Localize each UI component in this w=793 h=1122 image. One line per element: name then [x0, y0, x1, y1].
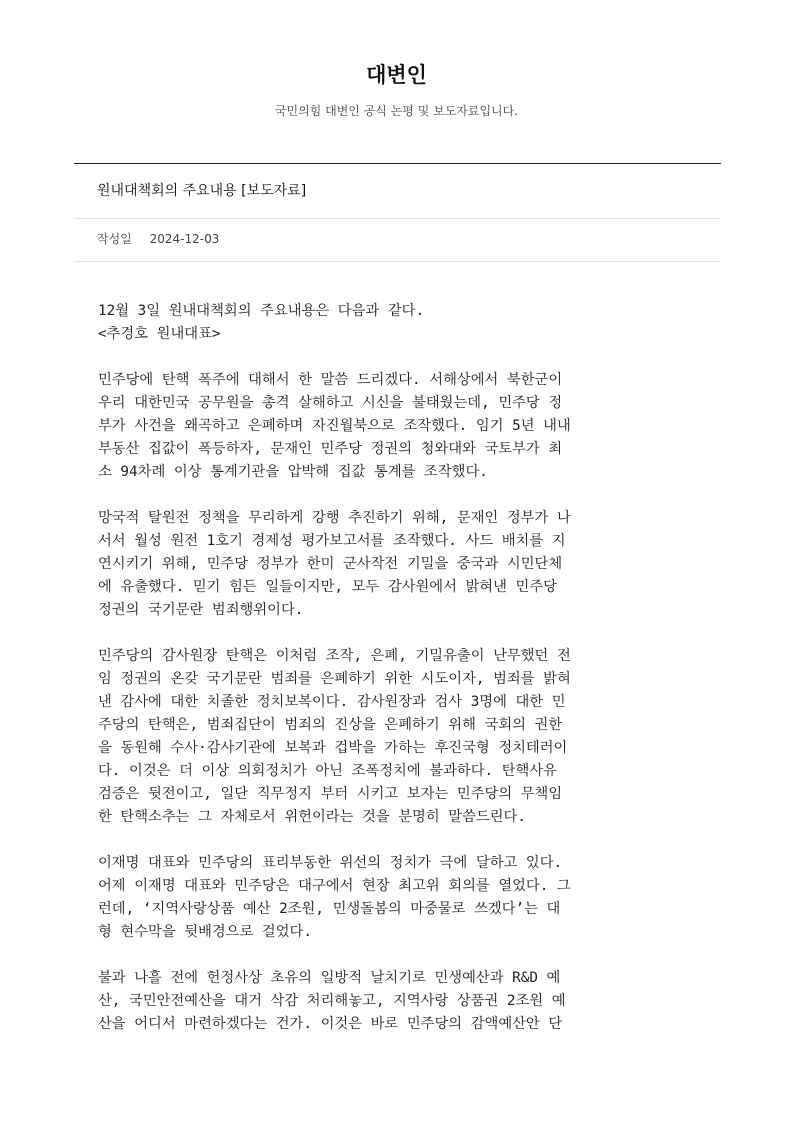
body-line: 소 94차례 이상 통계기관을 압박해 집값 통계를 조작했다. — [98, 464, 488, 480]
date-label: 작성일 — [97, 232, 132, 246]
body-line: 불과 나흘 전에 헌정사상 초유의 일방적 날치기로 민생예산과 R&D 예 — [98, 970, 561, 986]
post-meta — [97, 230, 219, 248]
body-line: 다. 이것은 더 이상 의회정치가 아닌 조폭정치에 불과하다. 탄핵사유 — [98, 763, 557, 779]
body-line: 런데, ‘지역사랑상품 예산 2조원, 민생돌봄의 마중물로 쓰겠다’는 대 — [98, 901, 561, 917]
page-header — [0, 0, 793, 120]
body-line: 망국적 탈원전 정책을 무리하게 강행 추진하기 위해, 문재인 정부가 나 — [98, 510, 571, 526]
paragraph-5 — [98, 967, 698, 1036]
paragraph-intro — [98, 300, 698, 346]
post-date: 2024-12-03 — [149, 232, 220, 246]
body-line: 낸 감사에 대한 치졸한 정치보복이다. 감사원장과 검사 3명에 대한 민 — [98, 694, 566, 710]
body-line: 부동산 집값이 폭등하자, 문재인 민주당 정권의 청와대와 국토부가 최 — [98, 441, 563, 457]
paragraph-3 — [98, 645, 698, 829]
title-divider — [74, 218, 721, 219]
body-line: 검증은 뒷전이고, 일단 직무정지 부터 시키고 보자는 민주당의 무책임 — [98, 786, 563, 802]
body-line: 어제 이재명 대표와 민주당은 대구에서 현장 최고위 회의를 열었다. 그 — [98, 878, 571, 894]
body-line: 주당의 탄핵은, 범죄집단이 범죄의 진상을 은폐하기 위해 국회의 권한 — [98, 717, 563, 733]
header-divider — [74, 163, 721, 164]
body-line: 연시키기 위해, 민주당 정부가 한미 군사작전 기밀을 중국과 시민단체 — [98, 556, 563, 572]
site-title: 대변인 — [366, 63, 427, 87]
body-line: 부가 사건을 왜곡하고 은폐하며 자진월북으로 조작했다. 임기 5년 내내 — [98, 418, 571, 434]
article-body — [98, 300, 698, 1036]
body-line: 정권의 국기문란 범죄행위이다. — [98, 602, 304, 618]
body-line: 산, 국민안전예산을 대거 삭감 처리해놓고, 지역사랑 상품권 2조원 예 — [98, 993, 566, 1009]
body-line: 12월 3일 원내대책회의 주요내용은 다음과 같다. — [98, 303, 425, 319]
body-line: <추경호 원내대표> — [98, 326, 221, 342]
paragraph-1 — [98, 369, 698, 484]
body-line: 형 현수막을 뒷배경으로 걸었다. — [98, 924, 312, 940]
body-line: 우리 대한민국 공무원을 총격 살해하고 시신을 불태웠는데, 민주당 정 — [98, 395, 563, 411]
site-subtitle: 국민의힘 대변인 공식 논평 및 보도자료입니다. — [274, 104, 519, 118]
body-line: 민주당에 탄핵 폭주에 대해서 한 말씀 드리겠다. 서해상에서 북한군이 — [98, 372, 563, 388]
body-line: 민주당의 감사원장 탄핵은 이처럼 조작, 은폐, 기밀유출이 난무했던 전 — [98, 648, 571, 664]
meta-divider — [74, 261, 721, 262]
post-title: 원내대책회의 주요내용 [보도자료] — [97, 183, 307, 199]
body-line: 산을 어디서 마련하겠다는 건가. 이것은 바로 민주당의 감액예산안 단 — [98, 1016, 563, 1032]
body-line: 에 유출했다. 믿기 힘든 일들이지만, 모두 감사원에서 밝혀낸 민주당 — [98, 579, 557, 595]
body-line: 이재명 대표와 민주당의 표리부동한 위선의 정치가 극에 달하고 있다. — [98, 855, 563, 871]
body-line: 임 정권의 온갖 국기문란 범죄를 은폐하기 위한 시도이자, 범죄를 밝혀 — [98, 671, 571, 687]
body-line: 서서 월성 원전 1호기 경제성 평가보고서를 조작했다. 사드 배치를 지 — [98, 533, 566, 549]
body-line: 한 탄핵소추는 그 자체로서 위헌이라는 것을 분명히 말씀드린다. — [98, 809, 526, 825]
body-line: 을 동원해 수사·감사기관에 보복과 겁박을 가하는 후진국형 정치테러이 — [98, 740, 568, 756]
paragraph-4 — [98, 852, 698, 944]
paragraph-2 — [98, 507, 698, 622]
